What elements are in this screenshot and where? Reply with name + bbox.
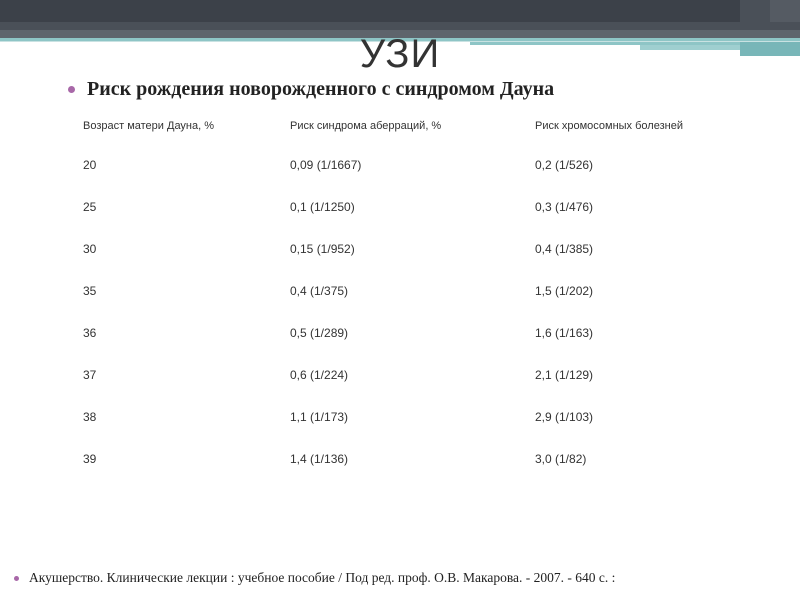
table-cell: 35 <box>83 284 97 298</box>
table-cell: 25 <box>83 200 97 214</box>
main-bullet <box>68 78 554 101</box>
table-cell: 36 <box>83 326 97 340</box>
table-cell: 0,1 (1/1250) <box>290 200 355 214</box>
table-cell: 30 <box>83 242 97 256</box>
table-cell: 1,1 (1/173) <box>290 410 349 424</box>
table-cell: 38 <box>83 410 97 424</box>
table-cell: 0,5 (1/289) <box>290 326 349 340</box>
table-cell: 20 <box>83 158 97 172</box>
table-cell: 1,6 (1/163) <box>535 326 594 340</box>
column-header-chromosomal-risk: Риск хромосомных болезней <box>535 120 683 132</box>
table-cell: 2,9 (1/103) <box>535 410 594 424</box>
table-cell: 1,5 (1/202) <box>535 284 594 298</box>
table-cell: 37 <box>83 368 97 382</box>
table-cell: 0,2 (1/526) <box>535 158 594 172</box>
column-header-aberration-risk: Риск синдрома аберраций, % <box>290 120 442 132</box>
footer-bullet-icon <box>14 576 19 581</box>
table-row <box>76 144 735 186</box>
table-row <box>76 312 735 354</box>
table-cell: 0,4 (1/375) <box>290 284 349 298</box>
table-row <box>76 186 735 228</box>
column-header-mother-age: Возраст матери Дауна, % <box>83 120 215 132</box>
slide-title: УЗИ <box>359 32 441 76</box>
table-cell: 39 <box>83 452 97 466</box>
table-cell: 3,0 (1/82) <box>535 452 587 466</box>
table-row <box>76 228 735 270</box>
table-cell: 0,09 (1/1667) <box>290 158 362 172</box>
table-row <box>76 270 735 312</box>
table-cell: 0,6 (1/224) <box>290 368 349 382</box>
table-cell: 0,15 (1/952) <box>290 242 355 256</box>
table-cell: 0,4 (1/385) <box>535 242 594 256</box>
bullet-dot-icon <box>68 86 75 93</box>
table-cell: 1,4 (1/136) <box>290 452 349 466</box>
table-row <box>76 438 735 480</box>
table-cell: 2,1 (1/129) <box>535 368 594 382</box>
footer-citation-text: Акушерство. Клинические лекции : учебное пособие / Под ред. проф. О.В. Макарова. - 2007. - 640 с. : <box>29 570 616 585</box>
table-header-row <box>76 108 735 144</box>
footer-citation <box>14 570 615 586</box>
main-bullet-text: Риск рождения новорожденного с синдромом Дауна <box>87 78 555 100</box>
table-row <box>76 354 735 396</box>
table-cell: 0,3 (1/476) <box>535 200 594 214</box>
risk-table <box>76 108 735 480</box>
table-row <box>76 396 735 438</box>
